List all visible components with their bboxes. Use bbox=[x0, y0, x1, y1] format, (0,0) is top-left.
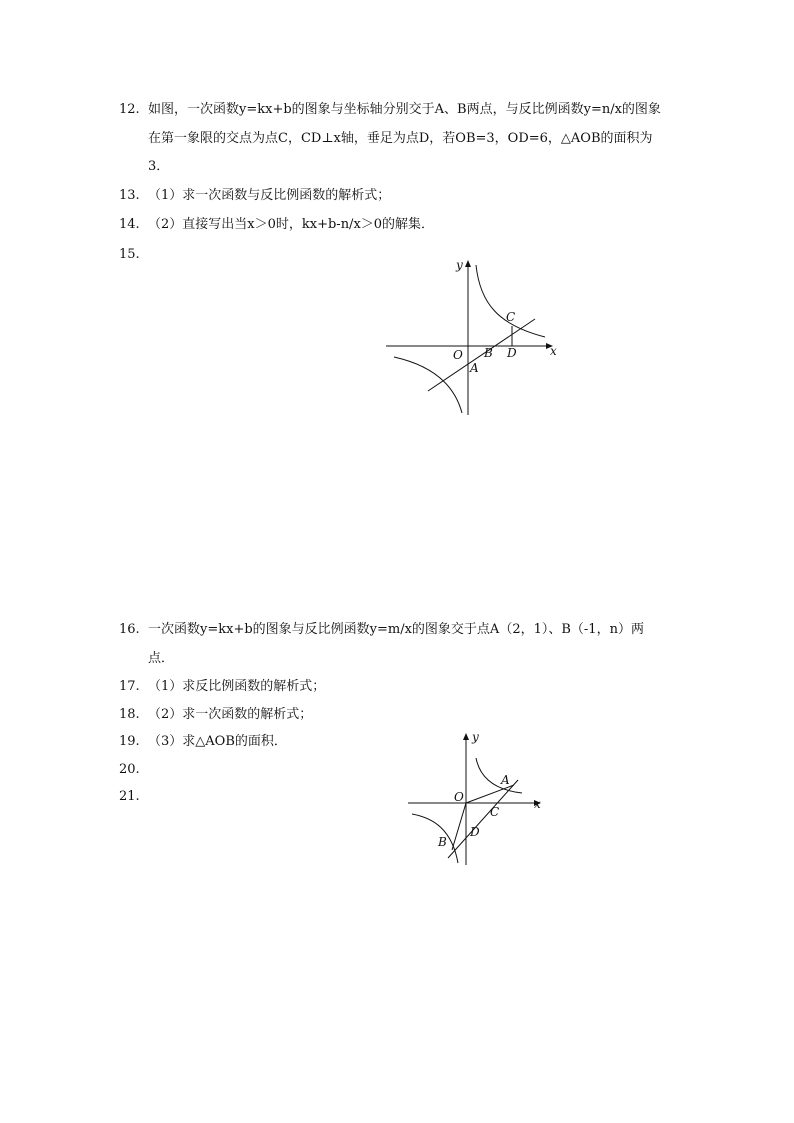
question-number: 16. bbox=[119, 622, 140, 637]
question-text: 3． bbox=[148, 159, 170, 174]
label-o: O bbox=[454, 790, 464, 804]
hyperbola-branch-q3 bbox=[394, 357, 462, 413]
question-text: 如图，一次函数y=kx+b的图象与坐标轴分别交于A、B两点，与反比例函数y=n/x的图象 bbox=[148, 102, 661, 117]
question-number: 21. bbox=[119, 789, 140, 804]
label-a: A bbox=[470, 361, 479, 375]
label-x: x bbox=[534, 797, 541, 811]
question-number: 15. bbox=[119, 247, 140, 262]
label-c: C bbox=[490, 805, 500, 819]
question-text: 一次函数y=kx+b的图象与反比例函数y=m/x的图象交于点A（2，1）、B（-1，n）两 bbox=[148, 622, 644, 637]
segment-ob bbox=[452, 803, 466, 850]
figure-1-graph bbox=[380, 255, 560, 420]
question-number: 19. bbox=[119, 734, 140, 749]
label-x: x bbox=[550, 344, 557, 358]
question-number: 13. bbox=[119, 188, 140, 203]
question-number: 12. bbox=[119, 102, 140, 117]
hyperbola-branch-q1 bbox=[476, 758, 522, 793]
label-b: B bbox=[438, 835, 447, 849]
label-d: D bbox=[470, 825, 480, 839]
question-text: （1）求反比例函数的解析式； bbox=[148, 679, 326, 694]
label-c: C bbox=[506, 310, 516, 324]
question-number: 20. bbox=[119, 762, 140, 777]
question-number: 18. bbox=[119, 707, 140, 722]
question-text: 在第一象限的交点为点C，CD⊥x轴，垂足为点D，若OB=3，OD=6，△AOB的面积为 bbox=[148, 131, 653, 146]
label-b: B bbox=[484, 346, 493, 360]
hyperbola-branch-q3 bbox=[412, 814, 458, 863]
question-text: 点． bbox=[148, 651, 175, 666]
figure-2-graph bbox=[400, 730, 550, 870]
question-number: 14. bbox=[119, 217, 140, 232]
label-y: y bbox=[472, 730, 479, 744]
question-text: （2）直接写出当x＞0时，kx+b-n/x＞0的解集． bbox=[148, 217, 435, 232]
question-number: 17. bbox=[119, 679, 140, 694]
question-text: （1）求一次函数与反比例函数的解析式； bbox=[148, 188, 391, 203]
line-kx-b bbox=[428, 319, 535, 391]
label-y: y bbox=[456, 258, 463, 272]
label-o: O bbox=[453, 348, 463, 362]
segment-oa bbox=[466, 785, 514, 803]
hyperbola-branch-q1 bbox=[476, 265, 545, 337]
label-a: A bbox=[501, 773, 510, 787]
question-text: （2）求一次函数的解析式； bbox=[148, 707, 313, 722]
label-d: D bbox=[507, 346, 517, 360]
question-text: （3）求△AOB的面积． bbox=[148, 734, 287, 749]
